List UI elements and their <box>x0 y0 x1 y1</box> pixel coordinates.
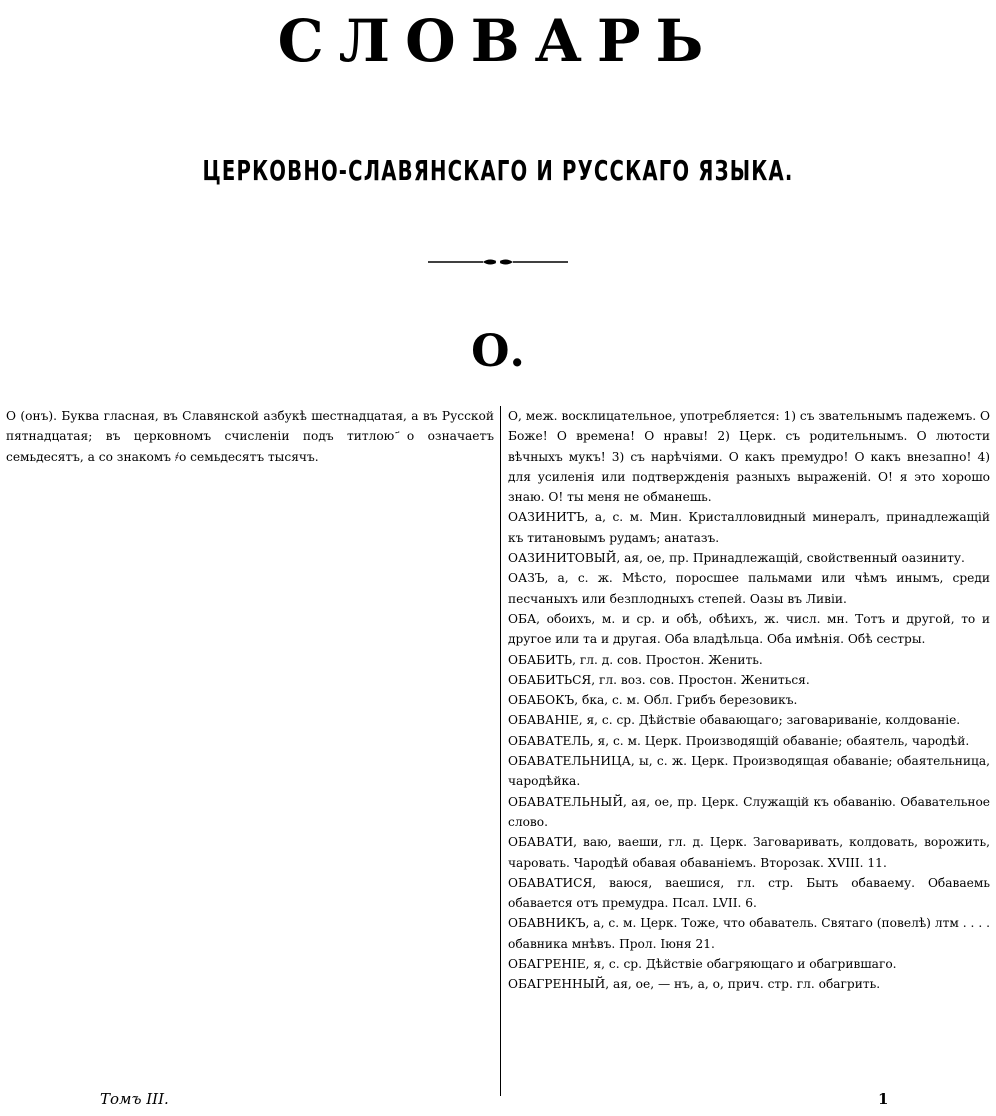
dictionary-entry: ОБАВАТЕЛЬ, я, с. м. Церк. Производящій обаваніе; обаятель, чародѣй. <box>508 733 970 748</box>
volume-label: Томъ III. <box>100 1090 169 1108</box>
dictionary-entry: ОБАГРЕННЫЙ, ая, ое, — нъ, а, о, прич. стр. гл. обагрить. <box>508 977 881 992</box>
dictionary-entry: ОАЗИНИТОВЫЙ, ая, ое, пр. Принадлежащій, свойственный оазиниту. <box>508 551 965 566</box>
dictionary-entry: ОБА, обоихъ, м. и ср. и обѣ, обѣихъ, ж. числ. мн. Тотъ и другой, то и другое или та и другая. Оба владѣльца. Оба имѣнія. Обѣ сестры. <box>508 611 990 647</box>
dictionary-entry: ОАЗИНИТЪ, а, с. м. Мин. Кристалловидный минералъ, принадлежащій къ титановымъ рудамъ; анатазъ. <box>508 510 990 545</box>
dictionary-entry: О (онъ). Буква гласная, въ Славянской азбукѣ шестнадцатая, а въ Русской пятнадцатая; въ церковномъ счисленіи подъ титлою ҃о означаетъ семьдесятъ, а со знакомъ ҂о семьдесятъ тысячъ. <box>6 409 494 464</box>
dictionary-entry: ОБАВАТЕЛЬНИЦА, ы, с. ж. Церк. Производящая обаваніе; обаятельница, чародѣйка. <box>508 754 990 789</box>
dictionary-entry: ОБАВАТЕЛЬНЫЙ, ая, ое, пр. Церк. Служащій къ обаванію. Обавательное слово. <box>508 794 990 829</box>
column-divider <box>500 406 501 1096</box>
dictionary-entry: ОБАВНИКЪ, а, с. м. Церк. Тоже, что обаватель. Святаго (повелѣ) лтм . . . . обавника мнѣвъ. Прол. Іюня 21. <box>508 916 990 951</box>
page-number: 1 <box>878 1090 889 1108</box>
dictionary-entry: ОБАГРЕНІЕ, я, с. ср. Дѣйствіе обагряющаго и обагрившаго. <box>508 957 897 972</box>
dictionary-entry: ОБАБИТЬ, гл. д. сов. Простон. Женить. <box>508 652 763 667</box>
section-letter: О. <box>471 326 525 377</box>
dictionary-entry: ОБАБИТЬСЯ, гл. воз. сов. Простон. Жениться. <box>508 672 810 687</box>
page-subtitle: ЦЕРКОВНО-СЛАВЯНСКАГО И РУССКАГО ЯЗЫКА. <box>202 154 794 187</box>
right-column <box>508 406 990 995</box>
dictionary-entry: ОБАВАНІЕ, я, с. ср. Дѣйствіе обавающаго; заговариваніе, колдованіе. <box>508 713 961 728</box>
page-title: СЛОВАРЬ <box>277 7 719 75</box>
ornament-divider <box>428 255 568 269</box>
dictionary-entry: ОБАБОКЪ, бка, с. м. Обл. Грибъ березовикъ. <box>508 693 798 708</box>
dictionary-entry: ОБАВАТИ, ваю, ваеши, гл. д. Церк. Заговаривать, колдовать, ворожить, чаровать. Чародѣй обавая обаваніемъ. Второзак. XVIII. 11. <box>508 835 990 870</box>
dictionary-entry: О, меж. восклицательное, употребляется: 1) съ звательнымъ падежемъ. О Боже! О времена! О нравы! 2) Церк. съ родительнымъ. О лютости вѣчныхъ мукъ! 3) съ нарѣчіями. О какъ премудро! О какъ внезапно! 4) для усиленія или подтвержденія разныхъ выраженій. О! я это хорошо знаю. О! ты меня не обманешь. <box>508 409 990 505</box>
left-column <box>6 406 494 467</box>
dictionary-entry: ОБАВАТИСЯ, ваюся, ваешися, гл. стр. Быть обаваему. Обаваемь обавается отъ премудра. Псал. LVII. 6. <box>508 875 990 911</box>
dictionary-entry: ОАЗЪ, а, с. ж. Мѣсто, поросшее пальмами или чѣмъ инымъ, среди песчаныхъ или безплодныхъ степей. Оазы въ Ливіи. <box>508 571 990 606</box>
